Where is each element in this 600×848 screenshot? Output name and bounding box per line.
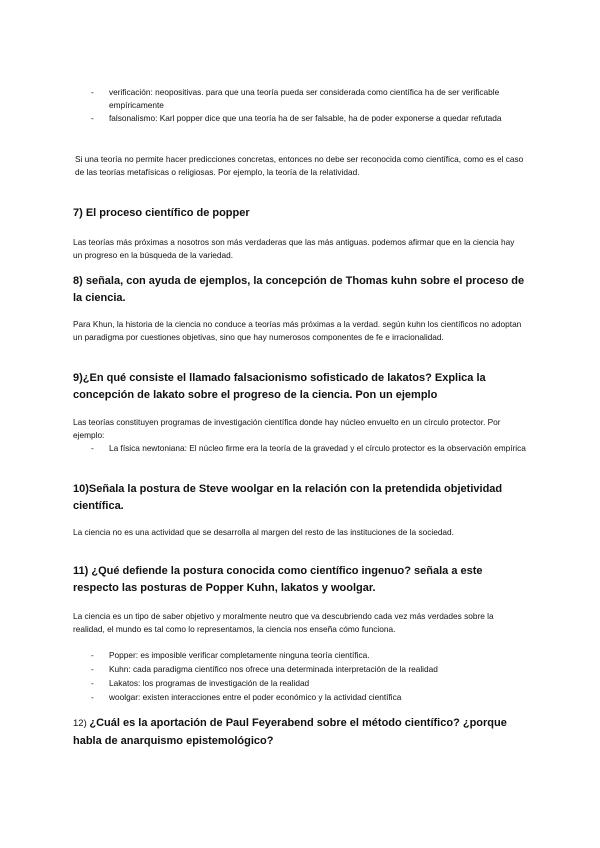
heading-11: 11) ¿Qué defiende la postura conocida como científico ingenuo? señala a este respecto las posturas de Popper Kuhn, lakatos y woolgar. xyxy=(73,565,483,594)
heading-7: 7) El proceso científico de popper xyxy=(73,207,250,219)
bullet-marker: - xyxy=(91,443,94,453)
answer-8: Para Khun, la historia de la ciencia no conduce a teorías más próximas a la verdad. según kuhn los científicos no adoptan un paradigma por cuestiones objetivas, sino que hay numerosos componentes de fe e irracionalidad. xyxy=(73,319,522,342)
bullet-kuhn: Kuhn: cada paradigma científico nos ofrece una determinada interpretación de la realidad xyxy=(109,664,438,674)
heading-10: 10)Señala la postura de Steve woolgar en la relación con la pretendida objetividad científica. xyxy=(73,483,503,512)
bullet-marker: - xyxy=(91,113,94,123)
answer-9: Las teorías constituyen programas de investigación científica donde hay núcleo envuelto en un círculo protector. Por ejemplo: xyxy=(73,417,501,440)
heading-12-number: 12) xyxy=(73,718,90,729)
bullet-marker: - xyxy=(91,87,94,97)
answer-11: La ciencia es un tipo de saber objetivo y moralmente neutro que va descubriendo cada vez más verdades sobre la realidad, el mundo es tal como lo representamos, la ciencia nos enseña cómo funciona. xyxy=(73,611,494,634)
answer-7: Las teorías más próximas a nosotros son más verdaderas que las más antiguas. podemos afirmar que en la ciencia hay un progreso en la búsqueda de la variedad. xyxy=(73,237,515,260)
heading-12-text: ¿Cuál es la aportación de Paul Feyerabend sobre el método científico? ¿porque habla de anarquismo epistemológico? xyxy=(73,717,507,747)
bullet-lakatos: Lakatos: los programas de investigación de la realidad xyxy=(109,678,310,688)
bullet-marker: - xyxy=(91,664,94,674)
bullet-falsonalismo: falsonalismo: Karl popper dice que una teoría ha de ser falsable, ha de poder exponerse a quedar refutada xyxy=(109,113,502,123)
bullet-popper: Popper: es imposible verificar completamente ninguna teoría científica. xyxy=(109,650,370,660)
bullet-fisica-newtoniana: La física newtoniana: El núcleo firme era la teoría de la gravedad y el círculo protector es la observación empírica xyxy=(109,443,526,453)
answer-10: La ciencia no es una actividad que se desarrolla al margen del resto de las instituciones de la sociedad. xyxy=(73,527,454,537)
bullet-marker: - xyxy=(91,650,94,660)
bullet-marker: - xyxy=(91,692,94,702)
heading-12 xyxy=(73,715,528,749)
heading-9: 9)¿En qué consiste el llamado falsacionismo sofisticado de lakatos? Explica la concepción de lakato sobre el progreso de la ciencia. Pon un ejemplo xyxy=(73,372,486,401)
bullet-woolgar: woolgar: existen interacciones entre el poder económico y la actividad científica xyxy=(109,692,402,702)
heading-8: 8) señala, con ayuda de ejemplos, la concepción de Thomas kuhn sobre el proceso de la ciencia. xyxy=(73,275,525,304)
intro-paragraph: Si una teoría no permite hacer predicciones concretas, entonces no debe ser reconocida como científica, como es el caso de las teorías metafísicas o religiosas. Por ejemplo, la teoría de la relatividad. xyxy=(75,154,524,177)
bullet-verificacion: verificación: neopositivas. para que una teoría pueda ser considerada como científica ha de ser verificable empíricamente xyxy=(109,87,500,110)
bullet-marker: - xyxy=(91,678,94,688)
